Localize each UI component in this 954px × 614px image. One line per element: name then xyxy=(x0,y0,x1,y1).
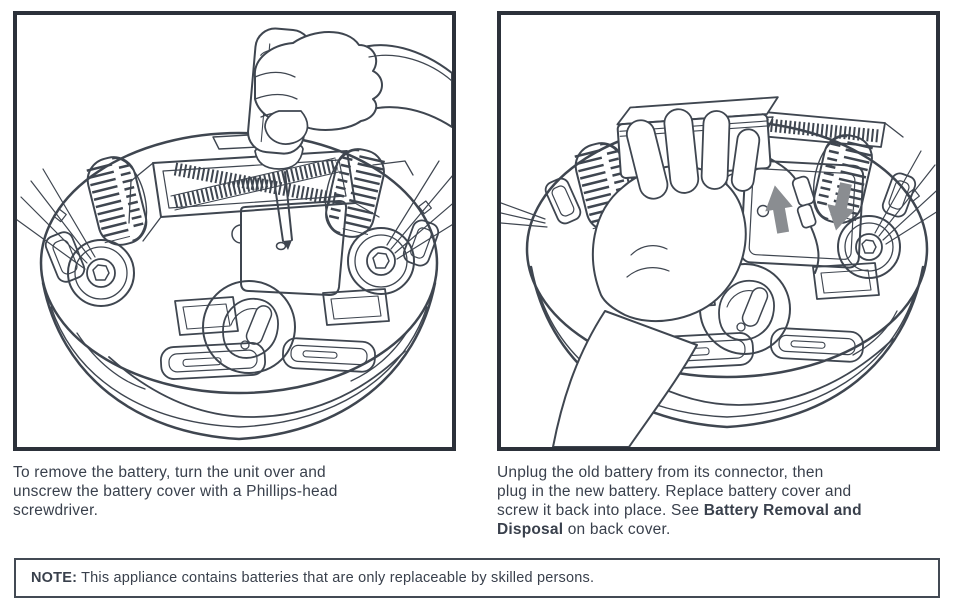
finger-ring xyxy=(701,111,730,190)
rim-slot-right xyxy=(881,171,918,219)
cover-screw xyxy=(277,243,286,250)
caption-line xyxy=(497,501,940,520)
caption-text: screw it back into place. See xyxy=(497,502,704,519)
note-label: NOTE: xyxy=(31,570,78,586)
robot-underside-drawing xyxy=(17,133,452,439)
caption-row xyxy=(0,451,954,539)
caption-text: on back cover. xyxy=(563,521,671,538)
caption-line: To remove the battery, turn the unit over and xyxy=(13,464,326,481)
rim-slot-right xyxy=(401,218,440,268)
rim-slot-left xyxy=(43,230,87,285)
deck-panel-left xyxy=(175,297,238,335)
thumb xyxy=(265,111,307,144)
bottom-slot-right xyxy=(282,338,375,373)
left-illustration xyxy=(17,15,452,447)
brush-bristles-left xyxy=(501,203,547,227)
caption-line: Unplug the old battery from its connector, then xyxy=(497,464,824,481)
left-figure-panel xyxy=(13,11,456,451)
rim-slot-left xyxy=(543,176,583,226)
caption-bold-reference: Battery Removal and xyxy=(703,502,862,519)
note-text: This appliance contains batteries that are only replaceable by skilled persons. xyxy=(77,570,595,586)
caption-line: plug in the new battery. Replace battery cover and xyxy=(497,483,852,500)
caption-bold-reference: Disposal xyxy=(497,521,564,538)
robot-top-rim xyxy=(41,133,437,393)
arrow-up-icon xyxy=(761,183,797,235)
bottom-slot-left xyxy=(160,342,266,379)
caption-line: unscrew the battery cover with a Phillips-head xyxy=(13,483,338,500)
hand-gripping-screwdriver xyxy=(255,32,452,144)
right-figure-panel xyxy=(497,11,940,451)
caption-line: screwdriver. xyxy=(13,502,99,519)
caption-line xyxy=(497,520,940,539)
left-caption xyxy=(13,463,456,539)
note-box xyxy=(14,558,940,598)
drive-wheel-left xyxy=(83,152,155,250)
right-illustration xyxy=(501,15,936,447)
rim-detail-right xyxy=(853,311,897,355)
right-caption xyxy=(497,463,940,539)
